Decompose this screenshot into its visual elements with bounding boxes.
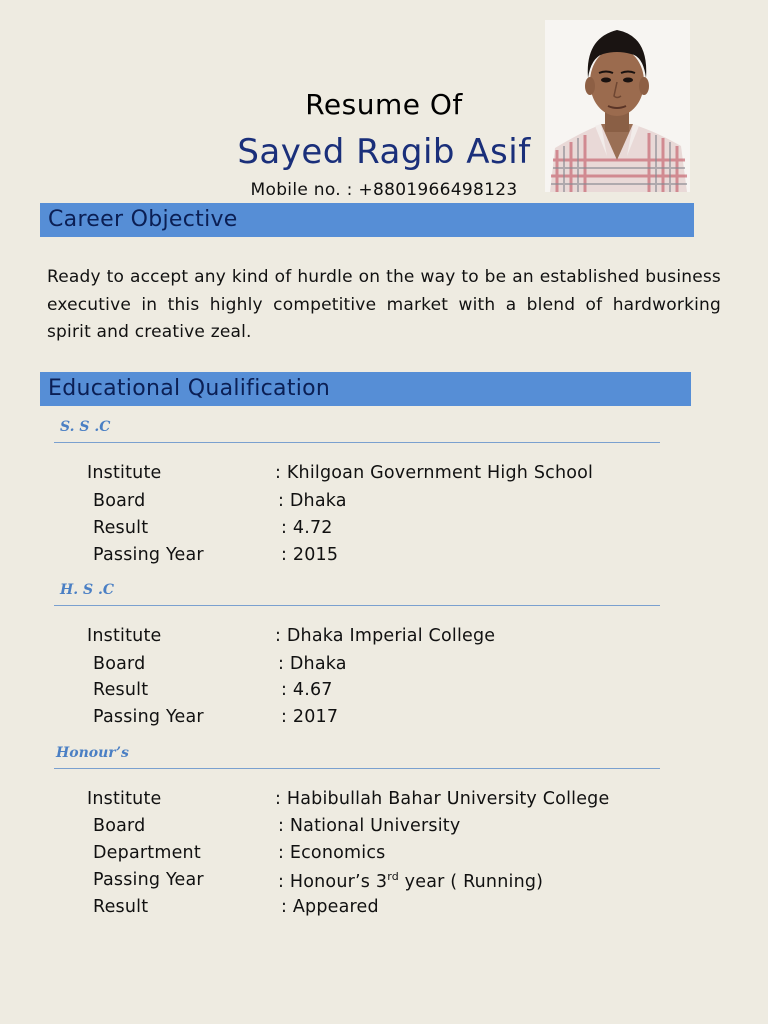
- honours-year-ordinal: rd: [387, 870, 399, 883]
- hsc-board-value: : Dhaka: [278, 654, 347, 674]
- hsc-divider: [54, 605, 660, 606]
- honours-year-value: [278, 870, 543, 892]
- resume-title-text: Resume Of: [305, 88, 463, 121]
- career-objective-text: Ready to accept any kind of hurdle on the way to be an established business executive in this highly competitive market with a blend of hardworking spirit and creative zeal.: [47, 267, 721, 342]
- ssc-year-label: Passing Year: [93, 545, 204, 565]
- honours-year-prefix: : Honour’s 3: [278, 871, 388, 892]
- honours-year-label: Passing Year: [93, 870, 204, 890]
- hsc-title: H. S .C: [60, 582, 114, 598]
- profile-photo: [545, 20, 690, 192]
- candidate-name: Sayed Ragib Asif: [237, 132, 531, 172]
- ssc-board-label: Board: [93, 491, 146, 511]
- honours-board-label: Board: [93, 816, 146, 836]
- ssc-result-value: : 4.72: [281, 518, 333, 538]
- honours-year-suffix: year ( Running): [398, 871, 544, 892]
- hsc-institute-value: : Dhaka Imperial College: [275, 626, 496, 646]
- person-photo-icon: [545, 20, 690, 192]
- honours-board-value: : National University: [278, 816, 461, 836]
- honours-title: Honour’s: [56, 745, 129, 761]
- honours-department-value: : Economics: [278, 843, 386, 863]
- hsc-result-label: Result: [93, 680, 149, 700]
- ssc-divider: [54, 442, 660, 443]
- honours-result-value: : Appeared: [281, 897, 379, 917]
- career-objective-heading: Career Objective: [40, 203, 694, 237]
- hsc-board-label: Board: [93, 654, 146, 674]
- hsc-year-label: Passing Year: [93, 707, 204, 727]
- ssc-year-value: : 2015: [281, 545, 339, 565]
- ssc-institute-value: : Khilgoan Government High School: [275, 463, 594, 483]
- hsc-institute-label: Institute: [87, 626, 162, 646]
- ssc-result-label: Result: [93, 518, 149, 538]
- ssc-board-value: : Dhaka: [278, 491, 347, 511]
- mobile-number: Mobile no. : +8801966498123: [250, 180, 518, 200]
- hsc-result-value: : 4.67: [281, 680, 333, 700]
- ssc-institute-label: Institute: [87, 463, 162, 483]
- ssc-title: S. S .C: [60, 419, 111, 435]
- education-heading: Educational Qualification: [40, 372, 691, 406]
- honours-institute-label: Institute: [87, 789, 162, 809]
- honours-department-label: Department: [93, 843, 201, 863]
- honours-institute-value: : Habibullah Bahar University College: [275, 789, 610, 809]
- honours-divider: [54, 768, 660, 769]
- honours-result-label: Result: [93, 897, 149, 917]
- hsc-year-value: : 2017: [281, 707, 339, 727]
